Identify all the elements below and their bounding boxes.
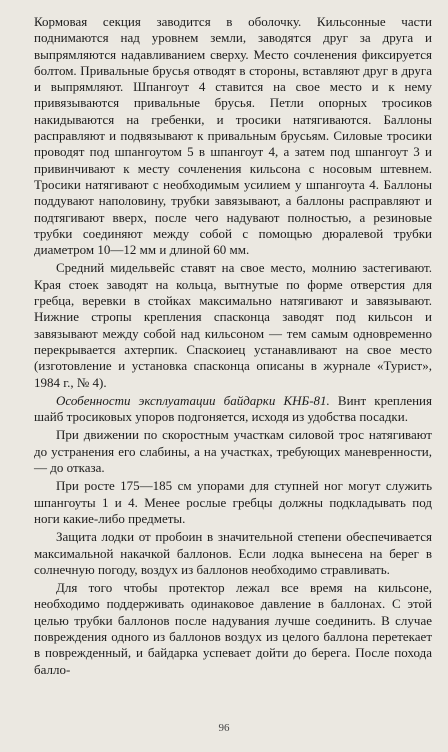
paragraph-3 bbox=[34, 393, 432, 426]
paragraph-7: Для того чтобы протектор лежал все время на кильсоне, необходимо поддерживать одинаковое давление в баллонах. С этой целью трубки баллонов после надувания лучше соединить. В случае повреждения одного из баллонов воздух из целого баллона перетекает в поврежденный, и байдарка успевает дойти до берега. После похода балло- bbox=[34, 580, 432, 677]
paragraph-6: Защита лодки от пробоин в значительной степени обеспечивается максимальной накачкой баллонов. Если лодка вынесена на берег в солнечную погоду, воздух из баллонов необходимо стравливать. bbox=[34, 529, 432, 577]
paragraph-3-text: Винт крепления шайб тросиковых упоров подгоняется, исходя из удобства посадки. bbox=[34, 392, 432, 425]
paragraph-2: Средний мидельвейс ставят на свое место, молнию застегивают. Края стоек заводят на кольца, вытнутые по форме отверстия для гребца, веревки в стойках максимально натягивают и завязывают. Нижние стропы крепления спасконца заводят под кильсон и завязывают между собой над кильсоном — тем самым одновременно перекрывается ахтерпик. Спаскоиец устанавливают на свое место (изготовление и установка спасконца описаны в журнале «Турист», 1984 г., № 4). bbox=[34, 260, 432, 390]
paragraph-4: При движении по скоростным участкам силовой трос натягивают до устранения его слабины, а на участках, требующих маневренности, — до отказа. bbox=[34, 427, 432, 476]
page-number: 96 bbox=[218, 722, 230, 734]
paragraph-5: При росте 175—185 см упорами для ступней ног могут служить шпангоуты 1 и 4. Менее рослые гребцы должны подкладывать под ноги какие-либо предметы. bbox=[34, 478, 432, 526]
section-title: Особенности эксплуатации байдарки КНБ-81. bbox=[56, 392, 330, 408]
paragraph-1: Кормовая секция заводится в оболочку. Кильсонные части поднимаются над уровнем земли, заводятся друг за друга и выпрямляются надавливанием сверху. Место сочленения фиксируется болтом. Привальные брусья отводят в стороны, вставляют друг в друга и выпрямляют. Шпангоут 4 ставится на свое место и к нему привязываются привальные брусья. Петли опорных тросиков накидываются на гребенки, и тросики натягиваются. Баллоны расправляют и подвязывают к привальным брусьям. Силовые тросики проводят под шпангоутом 5 в шпангоут 4, а затем под шпангоут 3 и привинчивают к месту сочленения кильсона с носовым штевнем. Тросики натягивают с необходимым усилием у шпангоута 4. Баллоны поддувают наполовину, трубки завязывают, а баллоны расправляют и подтягивают вверх, после чего надувают полностью, а резиновые трубки соединяют между собой с помощью дюралевой трубки диаметром 10—12 мм и длиной 60 мм. bbox=[34, 14, 432, 258]
page-text bbox=[34, 14, 432, 680]
